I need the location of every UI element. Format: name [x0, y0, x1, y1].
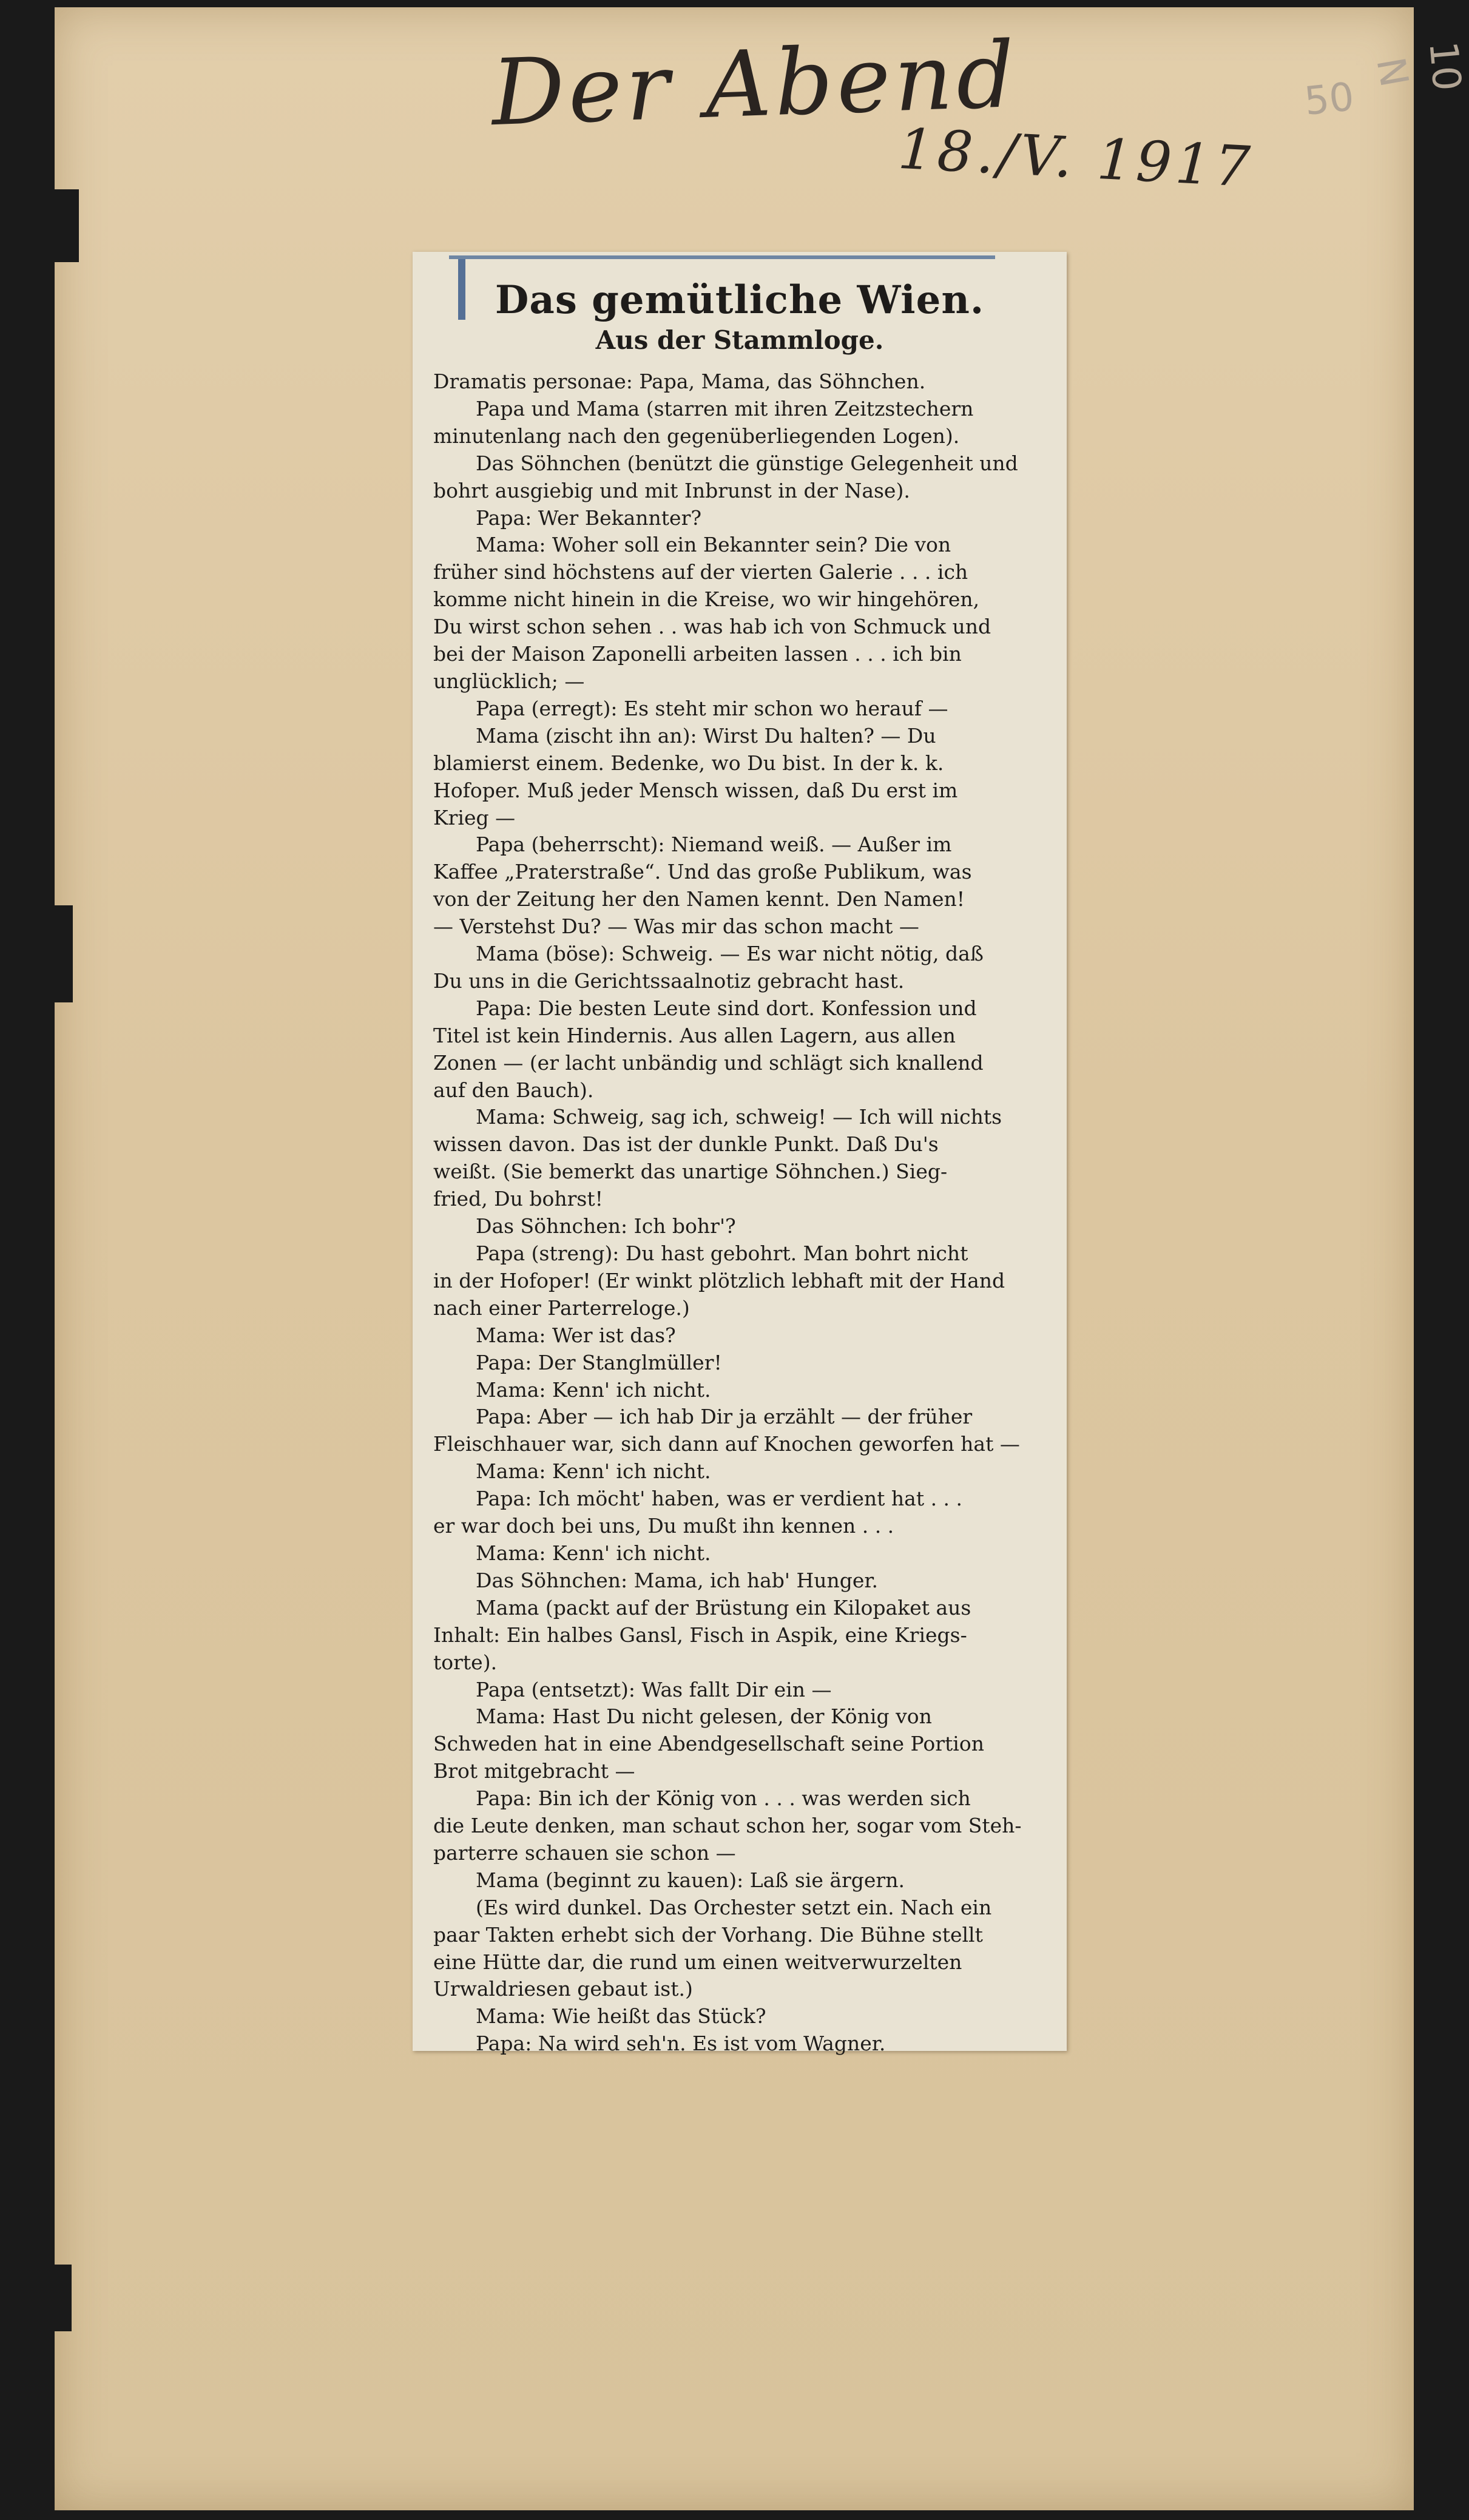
- article-line: Brot mitgebracht —: [433, 1759, 635, 1783]
- article-line: Das Söhnchen (benützt die günstige Gelegenheit und: [476, 451, 1018, 475]
- handwritten-date: 18./V. 1917: [896, 116, 1255, 200]
- article-line: Dramatis personae: Papa, Mama, das Söhnchen.: [433, 370, 926, 393]
- article-line: Schweden hat in eine Abendgesellschaft seine Portion: [433, 1732, 984, 1756]
- article-line: Papa (streng): Du hast gebohrt. Man bohrt nicht: [476, 1241, 968, 1265]
- article-line: er war doch bei uns, Du mußt ihn kennen . . .: [433, 1514, 894, 1538]
- torn-edge: [55, 189, 79, 262]
- article-line: weißt. (Sie bemerkt das unartige Söhnchen.) Sieg-: [433, 1160, 948, 1184]
- article-line: Mama: Schweig, sag ich, schweig! — Ich will nichts: [476, 1105, 1002, 1129]
- article-line: Mama: Woher soll ein Bekannter sein? Die von: [476, 533, 951, 557]
- article-line: blamierst einem. Bedenke, wo Du bist. In der k. k.: [433, 751, 944, 775]
- article-line: Mama (beginnt zu kauen): Laß sie ärgern.: [476, 1868, 905, 1892]
- torn-edge: [55, 2265, 72, 2331]
- article-line: bohrt ausgiebig und mit Inbrunst in der Nase).: [433, 478, 910, 502]
- article-line: Papa und Mama (starren mit ihren Zeitzstechern: [476, 396, 974, 421]
- article-line: Hofoper. Muß jeder Mensch wissen, daß Du erst im: [433, 778, 958, 802]
- article-line: Du wirst schon sehen . . was hab ich von Schmuck und: [433, 615, 991, 639]
- article-line: minutenlang nach den gegenüberliegenden Logen).: [433, 424, 960, 448]
- article-line: unglücklich; —: [433, 669, 585, 693]
- blue-pencil-mark: [449, 255, 995, 259]
- article-line: Das Söhnchen: Ich bohr'?: [476, 1214, 736, 1238]
- article-line: Kaffee „Praterstraße“. Und das große Publikum, was: [433, 860, 972, 884]
- article-line: früher sind höchstens auf der vierten Galerie . . . ich: [433, 560, 968, 584]
- article-line: torte).: [433, 1650, 498, 1674]
- article-line: Krieg —: [433, 805, 516, 829]
- article-line: auf den Bauch).: [433, 1078, 594, 1102]
- blue-pencil-mark: [458, 259, 465, 320]
- article-line: parterre schauen sie schon —: [433, 1840, 736, 1865]
- article-line: Papa (erregt): Es steht mir schon wo herauf —: [476, 696, 948, 720]
- article-line: Mama: Hast Du nicht gelesen, der König von: [476, 1704, 932, 1729]
- article-line: Mama: Kenn' ich nicht.: [476, 1459, 711, 1484]
- pencil-note: 10: [1420, 39, 1469, 93]
- article-line: komme nicht hinein in die Kreise, wo wir hingehören,: [433, 587, 980, 612]
- article-line: Zonen — (er lacht unbändig und schlägt sich knallend: [433, 1050, 984, 1075]
- article-line: — Verstehst Du? — Was mir das schon macht —: [433, 914, 919, 939]
- article-line: in der Hofoper! (Er winkt plötzlich lebhaft mit der Hand: [433, 1268, 1005, 1292]
- article-line: Mama: Kenn' ich nicht.: [476, 1377, 711, 1402]
- article-line: Du uns in die Gerichtssaalnotiz gebracht hast.: [433, 968, 905, 993]
- newspaper-clipping: [413, 252, 1067, 2056]
- pencil-note: N: [1367, 54, 1417, 90]
- article-line: die Leute denken, man schaut schon her, sogar vom Steh-: [433, 1814, 1022, 1838]
- article-line: Inhalt: Ein halbes Gansl, Fisch in Aspik, eine Kriegs-: [433, 1623, 967, 1647]
- article-line: nach einer Parterreloge.): [433, 1295, 690, 1320]
- article-line: bei der Maison Zaponelli arbeiten lassen . . . ich bin: [433, 642, 962, 666]
- article-line: Papa: Bin ich der König von . . . was werden sich: [476, 1786, 971, 1811]
- pencil-note: 50: [1302, 74, 1357, 125]
- article-line: Papa (entsetzt): Was fallt Dir ein —: [476, 1677, 832, 1701]
- article-line: eine Hütte dar, die rund um einen weitverwurzelten: [433, 1950, 962, 1974]
- article-line: Papa: Der Stanglmüller!: [476, 1350, 722, 1374]
- article-line: Papa: Aber — ich hab Dir ja erzählt — der früher: [476, 1405, 973, 1429]
- article-line: Titel ist kein Hindernis. Aus allen Lagern, aus allen: [433, 1023, 956, 1047]
- article-line: Mama (zischt ihn an): Wirst Du halten? — Du: [476, 723, 936, 748]
- article-headline: Das gemütliche Wien.: [495, 277, 985, 323]
- article-line: Papa (beherrscht): Niemand weiß. — Außer im: [476, 833, 952, 857]
- article-line: paar Takten erhebt sich der Vorhang. Die Bühne stellt: [433, 1922, 983, 1947]
- article-line: von der Zeitung her den Namen kennt. Den Namen!: [433, 887, 965, 911]
- article-line: Fleischhauer war, sich dann auf Knochen geworfen hat —: [433, 1432, 1020, 1456]
- article-line: Mama (böse): Schweig. — Es war nicht nötig, daß: [476, 942, 984, 966]
- article-line: fried, Du bohrst!: [433, 1187, 603, 1211]
- article-body: [433, 368, 1046, 2058]
- article-line: Papa: Die besten Leute sind dort. Konfession und: [476, 996, 977, 1020]
- article-line: Papa: Na wird seh'n. Es ist vom Wagner.: [476, 2032, 886, 2056]
- article-line: Papa: Ich möcht' haben, was er verdient hat . . .: [476, 1487, 963, 1511]
- article-line: Mama: Kenn' ich nicht.: [476, 1541, 711, 1565]
- article-line: Papa: Wer Bekannter?: [476, 505, 702, 530]
- article-line: Urwaldriesen gebaut ist.): [433, 1977, 693, 2001]
- handwritten-newspaper-name: Der Abend: [490, 22, 1020, 147]
- article-line: Das Söhnchen: Mama, ich hab' Hunger.: [476, 1568, 879, 1592]
- torn-edge: [55, 905, 73, 1002]
- article-line: wissen davon. Das ist der dunkle Punkt. Daß Du's: [433, 1132, 939, 1157]
- article-line: Mama: Wie heißt das Stück?: [476, 2004, 766, 2028]
- article-subheadline: Aus der Stammloge.: [595, 325, 884, 355]
- article-line: Mama: Wer ist das?: [476, 1323, 676, 1347]
- article-line: Mama (packt auf der Brüstung ein Kilopaket aus: [476, 1595, 971, 1620]
- article-line: (Es wird dunkel. Das Orchester setzt ein. Nach ein: [476, 1895, 992, 1919]
